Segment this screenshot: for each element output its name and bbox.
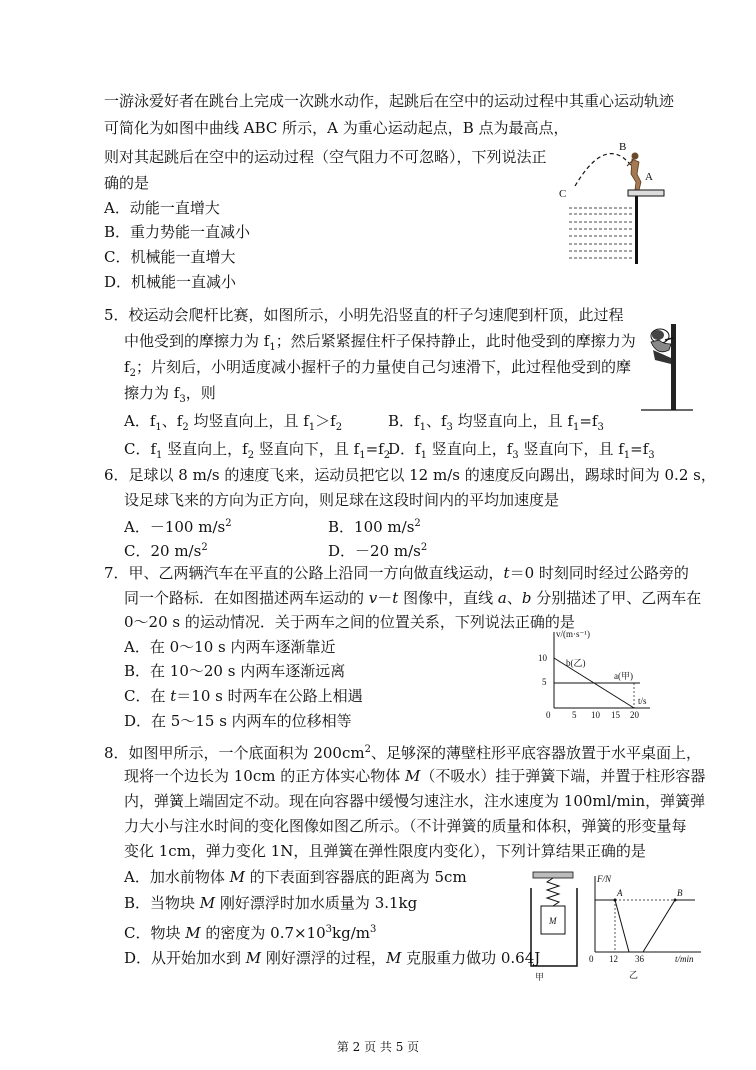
q7-line-2: 同一个路标．在如图描述两车运动的 v－t 图像中，直线 a、b 分别描述了甲、乙两车在	[124, 589, 702, 607]
figure-jia-caption: 甲	[535, 972, 545, 982]
q5-line-3: $f_2$；片刻后，小明适度减小握杆子的力量使自己匀速滑下，此过程他受到的摩	[124, 358, 631, 379]
climber-icon	[651, 329, 673, 364]
ft-y-label: F/N	[597, 874, 612, 884]
vt-x-tick-0: 0	[546, 710, 551, 720]
ft-x-tick-36: 36	[635, 954, 644, 964]
ft-curve	[595, 900, 695, 952]
q8-line-5: 变化 1cm，弹力变化 1N，且弹簧在弹性限度内变化），下列计算结果正确的是	[124, 842, 646, 860]
q7-line-3: 0～20 s 的运动情况．关于两车之间的位置关系，下列说法正确的是	[124, 613, 575, 631]
q5-line-4: 擦力为 $f_3$，则	[124, 384, 216, 405]
q6-option-d: D．－20 $m/s^2$	[328, 542, 428, 560]
vt-x-tick-20: 20	[630, 710, 639, 720]
vt-line-a-label: a(甲)	[614, 671, 633, 681]
vt-y-tick-10: 10	[538, 653, 547, 663]
q5-option-b: B．$f_1$、$f_3$ 均竖直向上，且 $f_1=f_3$	[388, 412, 604, 433]
water-surface	[569, 208, 633, 258]
q7-option-a: A．在 0～10 s 内两车逐渐靠近	[124, 638, 336, 656]
vt-x-label: t/s	[638, 696, 647, 706]
q7-line-1: 7．甲、乙两辆汽车在平直的公路上沿同一方向做直线运动，t＝0 时刻同时经过公路旁的	[104, 564, 689, 582]
q4-line-2: 可简化为如图中曲线 ABC 所示，A 为重心运动起点，B 点为最高点，	[104, 119, 569, 137]
q8-line-1: 8．如图甲所示，一个底面积为 $200cm^2$、足够深的薄壁柱形平底容器放置于水平桌面上，	[104, 744, 701, 762]
q8-option-a: A．加水前物体 M 的下表面到容器底的距离为 5cm	[124, 868, 467, 886]
cube-m-label: M	[549, 916, 557, 926]
ft-x-label: t/min	[675, 954, 694, 964]
q5-line-2: 中他受到的摩擦力为 $f_1$；然后紧紧握住杆子保持静止，此时他受到的摩擦力为	[124, 332, 636, 353]
figure-yi-caption: 乙	[629, 970, 639, 980]
q4-option-c: C．机械能一直增大	[104, 248, 236, 266]
q6-option-c: C．20 $m/s^2$	[124, 542, 208, 560]
q6-option-a: A．－100 $m/s^2$	[124, 518, 232, 536]
vt-x-tick-10: 10	[591, 710, 600, 720]
q8-line-4: 力大小与注水时间的变化图像如图乙所示。（不计弹簧的质量和体积，弹簧的形变量每	[124, 817, 687, 835]
q5-option-c: C．$f_1$ 竖直向上，$f_2$ 竖直向下，且 $f_1=f_2$	[124, 440, 391, 461]
diving-tower	[635, 196, 638, 264]
q4-option-a: A．动能一直增大	[104, 199, 220, 217]
q4-line-3: 则对其起跳后在空中的运动过程（空气阻力不可忽略），下列说法正	[104, 148, 547, 166]
page-footer: 第 2 页 共 5 页	[336, 1040, 420, 1054]
diving-label-a: A	[645, 171, 653, 183]
q8-line-2: 现将一个边长为 10cm 的正方体实心物体 M（不吸水）挂于弹簧下端，并置于柱形容器	[124, 767, 706, 785]
pole-climbing-figure	[635, 320, 695, 412]
vt-line-b-label: b(乙)	[566, 658, 586, 668]
q4-option-d: D．机械能一直减小	[104, 273, 237, 291]
diver-icon	[627, 153, 641, 191]
q6-option-b: B．100 $m/s^2$	[328, 518, 421, 536]
vt-graph	[534, 628, 654, 720]
q8-option-c: C．物块 M 的密度为 $0.7\times 10^3kg/m^3$	[124, 924, 377, 942]
ft-point-a	[614, 899, 617, 902]
q5-line-1: 5．校运动会爬杆比赛，如图所示，小明先沿竖直的杆子匀速爬到杆顶，此过程	[104, 306, 624, 324]
diving-trajectory	[575, 154, 633, 186]
diving-platform	[628, 190, 664, 196]
figure-jia	[525, 870, 585, 982]
q7-option-d: D．在 5～15 s 内两车的位移相等	[124, 712, 352, 730]
q6-line-2: 设足球飞来的方向为正方向，则足球在这段时间内的平均加速度是	[124, 491, 560, 509]
q5-option-a: A．$f_1$、$f_2$ 均竖直向上，且 $f_1>f_2$	[124, 412, 343, 433]
q4-line-4: 确的是	[104, 174, 150, 192]
q6-line-1: 6．足球以 8 m/s 的速度飞来，运动员把它以 12 m/s 的速度反向踢出，踢球时间为 0.2 s，	[104, 466, 716, 484]
spring-mount	[533, 872, 573, 878]
vt-x-tick-5: 5	[572, 710, 577, 720]
vt-y-tick-5: 5	[542, 677, 547, 687]
diving-label-b: B	[619, 141, 627, 153]
figure-yi-graph	[585, 872, 705, 984]
vt-x-tick-15: 15	[611, 710, 620, 720]
q5-option-d: D．$f_1$ 竖直向上，$f_3$ 竖直向下，且 $f_1=f_3$	[388, 440, 655, 461]
vt-y-label: v/(m·s⁻¹)	[556, 629, 590, 639]
q8-option-b: B．当物块 M 刚好漂浮时加水质量为 3.1kg	[124, 894, 418, 912]
q8-line-3: 内，弹簧上端固定不动。现在向容器中缓慢匀速注水，注水速度为 100ml/min，弹簧弹	[124, 792, 706, 810]
ft-point-b	[674, 899, 677, 902]
diving-figure	[555, 134, 665, 264]
spring-icon	[547, 878, 559, 906]
q4-option-b: B．重力势能一直减小	[104, 223, 251, 241]
q4-line-1: 一游泳爱好者在跳台上完成一次跳水动作，起跳后在空中的运动过程中其重心运动轨迹	[104, 92, 675, 110]
ft-x-tick-12: 12	[609, 954, 618, 964]
q8-option-d: D．从开始加水到 M 刚好漂浮的过程，M 克服重力做功 0.64J	[124, 949, 541, 967]
ft-point-b-label: B	[677, 888, 683, 898]
q7-option-b: B．在 10～20 s 内两车逐渐远离	[124, 662, 346, 680]
q7-option-c: C．在 t＝10 s 时两车在公路上相遇	[124, 687, 363, 705]
diving-label-c: C	[559, 188, 567, 200]
ft-point-a-label: A	[617, 888, 623, 898]
climbing-pole	[671, 324, 676, 410]
ft-x-tick-0: 0	[589, 954, 594, 964]
